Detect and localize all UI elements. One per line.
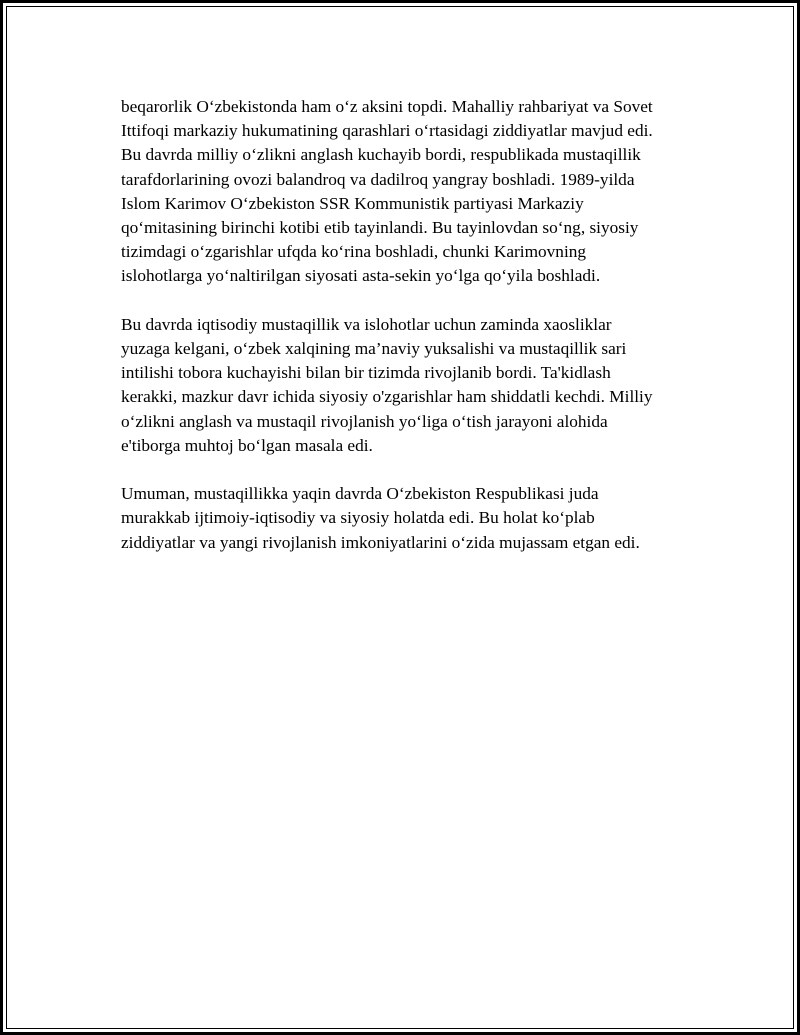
text-line: tarafdorlarining ovozi balandroq va dadilroq yangray boshladi. 1989-yilda (121, 169, 635, 189)
paragraph-2 (121, 313, 701, 458)
text-line: beqarorlik O‘zbekistonda ham o‘z aksini topdi. Mahalliy rahbariyat va Sovet (121, 97, 653, 116)
text-line: o‘zlikni anglash va mustaqil rivojlanish yo‘liga o‘tish jarayoni alohida (121, 411, 608, 431)
text-line: tizimdagi o‘zgarishlar ufqda ko‘rina boshladi, chunki Karimovning (121, 242, 587, 262)
text-line: Umuman, mustaqillikka yaqin davrda O‘zbekiston Respublikasi juda (121, 484, 599, 504)
paragraph-1 (121, 95, 701, 289)
text-line: Bu davrda iqtisodiy mustaqillik va islohotlar uchun zaminda xaosliklar (121, 314, 612, 334)
paragraph-3 (121, 482, 701, 555)
document-body (121, 95, 701, 579)
text-line: e'tiborga muhtoj bo‘lgan masala edi. (121, 435, 373, 455)
text-line: Ittifoqi markaziy hukumatining qarashlari o‘rtasidagi ziddiyatlar mavjud edi. (121, 121, 653, 141)
text-line: kerakki, mazkur davr ichida siyosiy o'zgarishlar ham shiddatli kechdi. Milliy (121, 387, 653, 407)
text-line: intilishi tobora kuchayishi bilan bir tizimda rivojlanib bordi. Ta'kidlash (121, 363, 611, 383)
text-line: Islom Karimov O‘zbekiston SSR Kommunistik partiyasi Markaziy (121, 193, 584, 213)
text-line: murakkab ijtimoiy-iqtisodiy va siyosiy holatda edi. Bu holat ko‘plab (121, 508, 595, 528)
text-line: islohotlarga yo‘naltirilgan siyosati asta-sekin yo‘lga qo‘yila boshladi. (121, 266, 601, 286)
text-line: qo‘mitasining birinchi kotibi etib tayinlandi. Bu tayinlovdan so‘ng, siyosiy (121, 218, 639, 238)
text-line: ziddiyatlar va yangi rivojlanish imkoniyatlarini o‘zida mujassam etgan edi. (121, 532, 640, 552)
text-line: yuzaga kelgani, o‘zbek xalqining ma’naviy yuksalishi va mustaqillik sari (121, 339, 627, 359)
text-line: Bu davrda milliy o‘zlikni anglash kuchayib bordi, respublikada mustaqillik (121, 145, 641, 165)
